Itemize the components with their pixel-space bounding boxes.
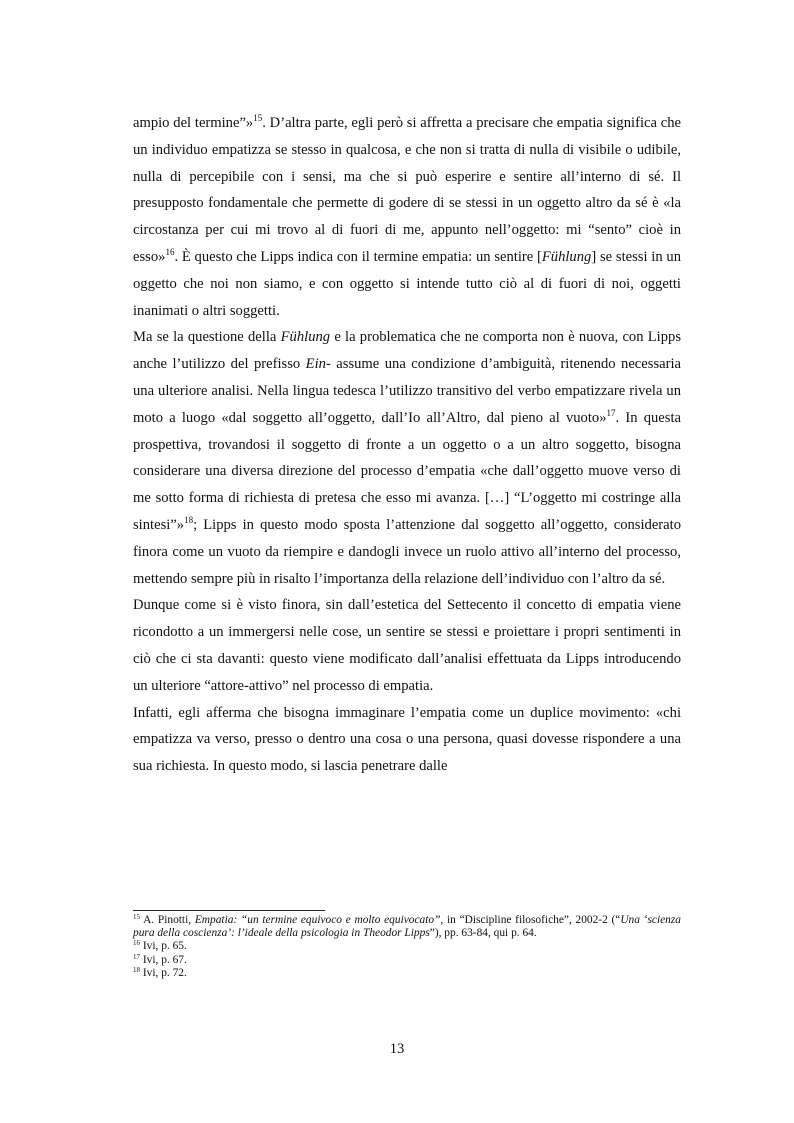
italic-title: Una ‘scienza pura della coscienza’: l’ideale della psicologia in Theodor Lipps xyxy=(133,914,681,940)
italic-term: Fühlung xyxy=(280,329,331,346)
footnote-number: 16 xyxy=(133,939,140,948)
body-text xyxy=(133,110,681,780)
paragraph-2 xyxy=(133,324,681,592)
paragraph-4: Infatti, egli afferma che bisogna immaginare l’empatia come un duplice movimento: «chi empatizza va verso, presso o dentro una cosa o una persona, quasi dovesse rispondere a una sua richiesta. In questo modo, si lascia penetrare dalle xyxy=(133,704,681,775)
text-run: Ivi, p. 72. xyxy=(140,966,187,979)
italic-term: Fühlung xyxy=(541,248,592,265)
italic-term: Ein- xyxy=(305,356,331,373)
footnote-separator xyxy=(133,910,325,911)
text-run: A. Pinotti, xyxy=(140,914,195,926)
text-run: in “Discipline filosofiche”, 2002-2 (“ xyxy=(443,914,621,926)
text-run: ] se stessi in un oggetto che noi non siamo, e con oggetto si intende tutto ciò al di fuori di noi, oggetti inanimati o altri soggetti. xyxy=(133,248,681,319)
footnote-16 xyxy=(133,940,681,953)
text-run: . È questo che Lipps indica con il termine empatia: un sentire [ xyxy=(174,248,542,265)
footnote-number: 15 xyxy=(133,913,140,921)
text-run: Ivi, p. 65. xyxy=(140,940,187,953)
text-run: assume una condizione d’ambiguità, ritenendo necessaria una ulteriore analisi. Nella lingua tedesca l’utilizzo transitivo del verbo empatizzare rivela un moto a luogo «dal soggetto all’oggetto, dall’Io all’Altro, dal pieno al vuoto» xyxy=(133,356,681,426)
footnote-ref-15[interactable]: 15 xyxy=(253,113,263,123)
footnote-ref-16[interactable]: 16 xyxy=(165,246,175,257)
text-run: Ivi, p. 67. xyxy=(140,953,187,966)
italic-title: Empatia: “un termine equivoco e molto equivocato”, xyxy=(194,914,444,926)
footnote-number: 17 xyxy=(133,952,140,961)
paragraph-1 xyxy=(133,110,681,324)
footnote-18 xyxy=(133,967,681,980)
text-run: e la problematica che ne comporta non è nuova, con Lipps anche l’utilizzo del prefisso xyxy=(133,329,681,373)
text-run: ”), pp. 63-84, qui p. 64. xyxy=(429,927,537,940)
text-run: . D’altra parte, egli però si affretta a precisare che empatia significa che un individuo empatizza se stesso in qualcosa, e che non si tratta di nulla di visibile o udibile, nulla di percepibile con i sensi, ma che si può esperire e sentire all’interno di sé. Il presupposto fondamentale che permette di godere di se stessi in un oggetto altro da sé è «la circostanza per cui mi trovo al di fuori di me, appunto nell’oggetto: mi “sento” cioè in esso» xyxy=(133,115,681,265)
footnote-17 xyxy=(133,954,681,967)
page-number: 13 xyxy=(389,1041,405,1057)
footnotes xyxy=(133,914,681,980)
footnote-15 xyxy=(133,914,681,940)
text-run: ; Lipps in questo modo sposta l’attenzione dal soggetto all’oggetto, considerato finora come un vuoto da riempire e dandogli invece un ruolo attivo all’interno del processo, mettendo sempre più in risalto l’importanza della relazione dell’individuo con l’altro da sé. xyxy=(133,516,681,587)
footnote-ref-18[interactable]: 18 xyxy=(184,514,194,525)
footnote-ref-17[interactable]: 17 xyxy=(606,407,616,418)
text-run: . In questa prospettiva, trovandosi il soggetto di fronte a un oggetto o a un altro soggetto, bisogna considerare una diversa direzione del processo d’empatia «che dall’oggetto muove verso di me sotto forma di richiesta di pretesa che esso mi avanza. […] “L’oggetto mi costringe alla sintesi”» xyxy=(133,409,681,533)
text-run: ampio del termine”» xyxy=(133,115,254,131)
text-run: Ma se la questione della xyxy=(133,329,281,346)
footnote-number: 18 xyxy=(133,965,140,974)
paragraph-3: Dunque come si è visto finora, sin dall’estetica del Settecento il concetto di empatia viene ricondotto a un immergersi nelle cose, un sentire se stessi e proiettare i propri sentimenti in ciò che ci sta davanti: questo viene modificato dall’analisi effettuata da Lipps introducendo un ulteriore “attore-attivo” nel processo di empatia. xyxy=(133,597,681,694)
